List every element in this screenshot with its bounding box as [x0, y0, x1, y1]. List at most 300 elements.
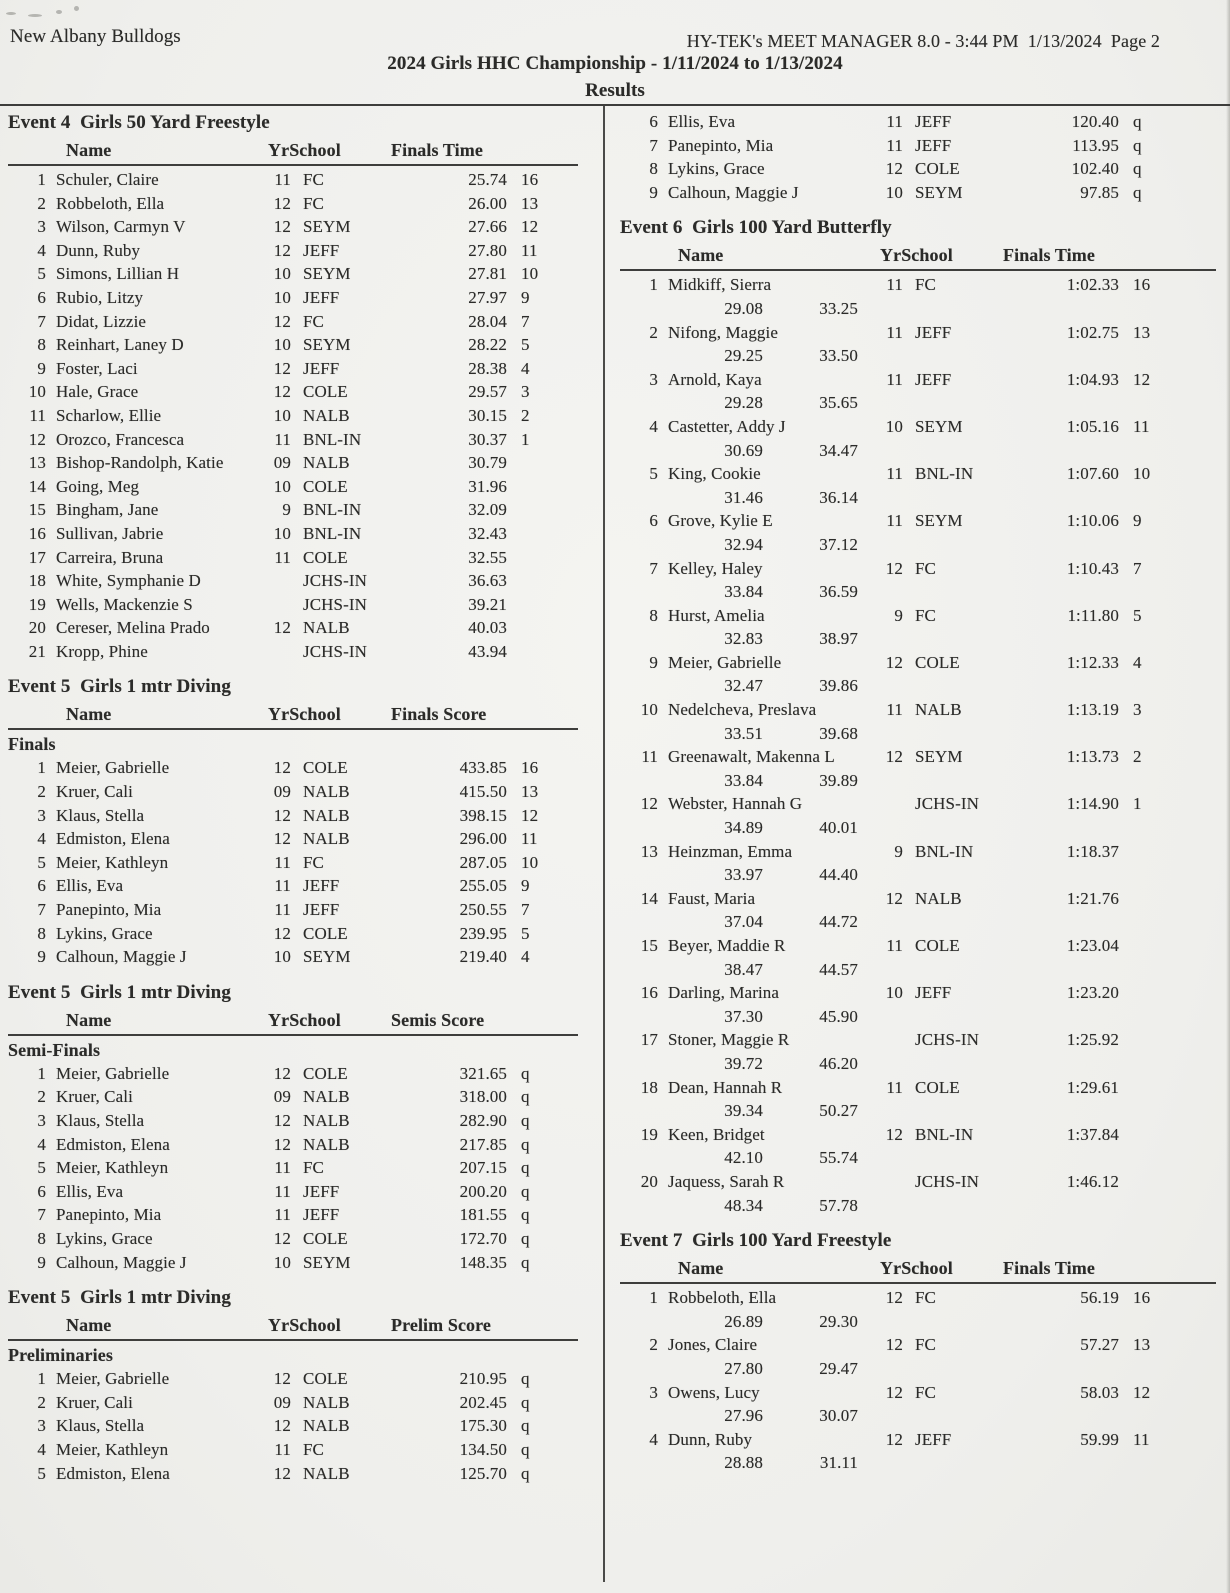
- column-header-result: Prelim Score: [391, 1315, 491, 1336]
- result-row: [620, 415, 1216, 439]
- swimmer-year: 11: [886, 464, 903, 484]
- split-time: 29.08: [724, 298, 763, 318]
- school-code: FC: [303, 193, 324, 213]
- points-or-qualifier: [507, 498, 578, 522]
- split-time: 28.88: [724, 1453, 763, 1473]
- points-or-qualifier: q: [521, 1392, 530, 1412]
- place-number: 4: [37, 1134, 46, 1154]
- points-or-qualifier: [1119, 840, 1216, 864]
- place-number: 1: [37, 170, 46, 189]
- swimmer-year: 11: [886, 135, 903, 155]
- result-row: [620, 1333, 1216, 1357]
- points-or-qualifier: q: [521, 1463, 530, 1483]
- swimmer-name: Arnold, Kaya: [668, 369, 762, 389]
- splits-row: [620, 580, 1216, 604]
- split-time: 36.14: [819, 487, 858, 507]
- team-name: New Albany Bulldogs: [10, 26, 181, 47]
- swimmer-year: 12: [885, 159, 903, 179]
- split-time: 39.89: [819, 770, 858, 790]
- place-number: 3: [37, 805, 46, 825]
- result-row: [620, 1076, 1216, 1100]
- result-value: 1:25.92: [1066, 1030, 1119, 1050]
- swimmer-year: 11: [274, 170, 291, 189]
- swimmer-name: Meier, Gabrielle: [56, 1063, 170, 1083]
- swimmer-name: Simons, Lillian H: [56, 264, 180, 284]
- school-code: SEYM: [303, 335, 351, 355]
- result-row: [8, 1062, 578, 1086]
- splits-row: [620, 486, 1216, 510]
- points-or-qualifier: q: [521, 1205, 530, 1225]
- school-code: JCHS-IN: [303, 594, 367, 614]
- split-time: 33.25: [819, 298, 858, 318]
- split-time: 26.89: [724, 1311, 763, 1331]
- points-or-qualifier: q: [1133, 112, 1142, 131]
- split-time: 45.90: [819, 1006, 858, 1026]
- result-row: [620, 651, 1216, 675]
- place-number: 7: [649, 135, 658, 155]
- place-number: 7: [649, 558, 658, 578]
- column-header-yrschool: YrSchool: [268, 1315, 341, 1336]
- swimmer-year: 12: [273, 1228, 291, 1248]
- swimmer-year: 11: [886, 275, 903, 295]
- swimmer-name: Rubio, Litzy: [56, 287, 144, 307]
- split-time: 57.78: [819, 1195, 858, 1215]
- column-header-yrschool: YrSchool: [268, 1009, 341, 1030]
- splits-row: [620, 1005, 1216, 1029]
- points-or-qualifier: q: [1133, 135, 1142, 155]
- round-label: Semi-Finals: [8, 1039, 101, 1060]
- school-code: FC: [303, 311, 324, 331]
- swimmer-year: 12: [885, 1335, 903, 1355]
- result-value: 398.15: [459, 805, 507, 825]
- result-value: 1:23.04: [1066, 936, 1119, 955]
- place-number: 1: [649, 1288, 658, 1308]
- swimmer-year: 11: [274, 547, 291, 567]
- result-row: [620, 981, 1216, 1005]
- swimmer-year: [865, 1170, 903, 1194]
- swimmer-name: Nedelcheva, Preslava: [668, 700, 817, 720]
- points-or-qualifier: 3: [521, 382, 530, 402]
- split-time: 48.34: [724, 1195, 763, 1215]
- school-code: NALB: [303, 453, 350, 473]
- place-number: 6: [37, 876, 46, 896]
- result-value: 202.45: [459, 1392, 507, 1412]
- result-value: 1:13.19: [1066, 700, 1119, 720]
- swimmer-name: Meier, Gabrielle: [56, 758, 170, 778]
- result-value: 28.38: [468, 358, 507, 378]
- round-label: Finals: [8, 734, 56, 755]
- column-header-result: Semis Score: [391, 1009, 485, 1030]
- result-row: [8, 1133, 578, 1157]
- swimmer-name: Dean, Hannah R: [668, 1077, 783, 1097]
- place-number: 14: [640, 888, 658, 908]
- school-code: COLE: [303, 1063, 348, 1083]
- points-or-qualifier: 1: [521, 429, 530, 449]
- splits-row: [620, 769, 1216, 793]
- splits-row: [620, 1310, 1216, 1334]
- result-row: [8, 1438, 578, 1462]
- result-row: [8, 522, 578, 546]
- result-value: 36.63: [468, 571, 507, 591]
- points-or-qualifier: [507, 569, 578, 593]
- place-number: 4: [37, 240, 46, 260]
- splits-row: [620, 627, 1216, 651]
- points-or-qualifier: q: [521, 1158, 530, 1178]
- swimmer-name: Lykins, Grace: [56, 923, 153, 943]
- result-row: [8, 475, 578, 499]
- scan-edge: [1226, 0, 1230, 1593]
- swimmer-name: White, Symphanie D: [56, 571, 201, 591]
- school-code: BNL-IN: [915, 841, 974, 861]
- swimmer-name: Klaus, Stella: [56, 1111, 145, 1130]
- result-row: [620, 934, 1216, 958]
- place-number: 11: [29, 405, 46, 425]
- swimmer-name: Wells, Mackenzie S: [56, 594, 193, 614]
- points-or-qualifier: 12: [521, 805, 539, 825]
- split-time: 29.30: [819, 1311, 858, 1331]
- points-or-qualifier: 7: [1133, 558, 1142, 578]
- points-or-qualifier: 9: [521, 287, 530, 307]
- points-or-qualifier: 2: [521, 405, 530, 425]
- swimmer-year: 12: [273, 1416, 291, 1436]
- school-code: JEFF: [303, 876, 340, 896]
- place-number: 3: [37, 1111, 46, 1130]
- split-time: 44.57: [819, 959, 858, 979]
- result-value: 32.09: [468, 500, 507, 520]
- scan-speck: [28, 14, 42, 17]
- swimmer-year: 12: [273, 923, 291, 943]
- points-or-qualifier: 12: [1133, 1382, 1151, 1402]
- result-value: 433.85: [459, 758, 507, 778]
- result-row: [8, 1251, 578, 1275]
- school-code: NALB: [303, 1463, 350, 1483]
- swimmer-name: Lykins, Grace: [668, 159, 765, 179]
- place-number: 8: [649, 159, 658, 179]
- swimmer-name: Schuler, Claire: [56, 170, 159, 189]
- place-number: 6: [37, 1181, 46, 1201]
- place-number: 16: [28, 523, 46, 543]
- result-value: 287.05: [459, 852, 507, 872]
- column-header-name: Name: [66, 140, 112, 160]
- place-number: 12: [28, 429, 46, 449]
- results-label: Results: [585, 80, 645, 101]
- points-or-qualifier: 11: [1133, 1429, 1150, 1449]
- school-code: COLE: [303, 476, 348, 496]
- split-time: 55.74: [819, 1148, 858, 1168]
- splits-row: [620, 1099, 1216, 1123]
- swimmer-year: 12: [885, 1124, 903, 1144]
- result-row: [8, 498, 578, 522]
- place-number: 2: [37, 782, 46, 802]
- splits-row: [620, 1194, 1216, 1218]
- place-number: 2: [37, 1087, 46, 1107]
- swimmer-year: 11: [886, 369, 903, 389]
- points-or-qualifier: [507, 522, 578, 546]
- swimmer-name: Calhoun, Maggie J: [56, 947, 187, 967]
- school-code: FC: [915, 1382, 936, 1402]
- split-time: 36.59: [819, 582, 858, 602]
- result-row: [8, 1109, 578, 1133]
- school-code: JCHS-IN: [915, 1171, 979, 1191]
- meet-manager-info: HY-TEK's MEET MANAGER 8.0 - 3:44 PM 1/13/2024 Page 2: [686, 31, 1160, 51]
- school-code: SEYM: [915, 416, 963, 436]
- scan-speck: [6, 12, 16, 15]
- result-row: [8, 804, 578, 828]
- place-number: 13: [640, 841, 658, 861]
- result-value: 1:10.06: [1066, 511, 1119, 531]
- school-code: NALB: [303, 618, 350, 638]
- swimmer-year: 12: [885, 747, 903, 767]
- school-code: BNL-IN: [303, 500, 362, 520]
- school-code: JEFF: [915, 322, 952, 342]
- split-time: 29.28: [724, 393, 763, 413]
- points-or-qualifier: [507, 616, 578, 640]
- swimmer-name: Robbeloth, Ella: [56, 193, 165, 213]
- swimmer-name: Carreira, Bruna: [56, 547, 164, 567]
- result-row: [8, 333, 578, 357]
- result-value: 296.00: [459, 829, 507, 849]
- school-code: JCHS-IN: [303, 641, 367, 661]
- swimmer-name: Ellis, Eva: [56, 1181, 124, 1201]
- points-or-qualifier: q: [521, 1063, 530, 1083]
- result-value: 40.03: [468, 618, 507, 638]
- points-or-qualifier: [1119, 1028, 1216, 1052]
- event-heading: Event 5 Girls 1 mtr Diving: [8, 1287, 231, 1309]
- split-time: 46.20: [819, 1053, 858, 1073]
- result-row: [8, 546, 578, 570]
- event-heading: Event 6 Girls 100 Yard Butterfly: [620, 217, 892, 239]
- swimmer-year: 9: [894, 841, 903, 861]
- result-row: [8, 215, 578, 239]
- swimmer-year: 11: [274, 429, 291, 449]
- split-time: 34.47: [819, 440, 858, 460]
- place-number: 8: [37, 1228, 46, 1248]
- school-code: FC: [303, 170, 324, 189]
- place-number: 17: [28, 547, 46, 567]
- splits-row: [620, 958, 1216, 982]
- swimmer-year: 11: [274, 1205, 291, 1225]
- result-value: 27.66: [468, 217, 507, 237]
- swimmer-year: 12: [273, 1111, 291, 1130]
- place-number: 2: [649, 1335, 658, 1355]
- school-code: SEYM: [915, 511, 963, 531]
- result-value: 219.40: [459, 947, 507, 967]
- place-number: 11: [641, 747, 658, 767]
- splits-row: [620, 722, 1216, 746]
- result-row: [8, 593, 578, 617]
- splits-row: [620, 1146, 1216, 1170]
- column-divider: [603, 106, 605, 1582]
- points-or-qualifier: 12: [1133, 369, 1151, 389]
- place-number: 3: [37, 1416, 46, 1436]
- result-row: [8, 451, 578, 475]
- right-column: [620, 106, 1216, 1475]
- event-heading: Event 4 Girls 50 Yard Freestyle: [8, 112, 270, 133]
- points-or-qualifier: [507, 451, 578, 475]
- points-or-qualifier: 11: [1133, 416, 1150, 436]
- splits-row: [620, 816, 1216, 840]
- result-value: 175.30: [459, 1416, 507, 1436]
- result-row: [8, 616, 578, 640]
- place-number: 17: [640, 1030, 658, 1050]
- swimmer-name: Stoner, Maggie R: [668, 1030, 790, 1050]
- school-code: NALB: [915, 888, 962, 908]
- swimmer-name: Edmiston, Elena: [56, 1463, 170, 1483]
- school-code: JEFF: [915, 369, 952, 389]
- place-number: 2: [37, 1392, 46, 1412]
- points-or-qualifier: 11: [521, 240, 538, 260]
- split-time: 31.11: [819, 1453, 858, 1473]
- result-value: 113.95: [1072, 135, 1119, 155]
- result-value: 59.99: [1080, 1429, 1119, 1449]
- split-time: 38.97: [819, 629, 858, 649]
- result-value: 1:10.43: [1066, 558, 1119, 578]
- column-header-yrschool: YrSchool: [880, 1258, 953, 1279]
- place-number: 3: [37, 217, 46, 237]
- result-row: [620, 110, 1216, 134]
- swimmer-name: Edmiston, Elena: [56, 829, 170, 849]
- school-code: FC: [303, 1158, 324, 1178]
- result-value: 207.15: [459, 1158, 507, 1178]
- place-number: 15: [28, 500, 46, 520]
- swimmer-year: 12: [885, 888, 903, 908]
- swimmer-name: Bingham, Jane: [56, 500, 159, 520]
- points-or-qualifier: q: [1133, 159, 1142, 179]
- points-or-qualifier: 7: [521, 900, 530, 920]
- place-number: 5: [37, 852, 46, 872]
- school-code: COLE: [303, 1228, 348, 1248]
- place-number: 19: [28, 594, 46, 614]
- result-row: [620, 321, 1216, 345]
- result-value: 321.65: [459, 1063, 507, 1083]
- result-row: [8, 1391, 578, 1415]
- split-time: 33.84: [724, 770, 763, 790]
- result-value: 217.85: [459, 1134, 507, 1154]
- swimmer-name: Going, Meg: [56, 476, 140, 496]
- result-value: 57.27: [1080, 1335, 1119, 1355]
- school-code: SEYM: [303, 264, 351, 284]
- scan-speck: [74, 6, 79, 11]
- split-time: 39.72: [724, 1053, 763, 1073]
- points-or-qualifier: q: [1133, 182, 1142, 202]
- place-number: 15: [640, 936, 658, 955]
- school-code: SEYM: [303, 217, 351, 237]
- result-row: [8, 380, 578, 404]
- school-code: SEYM: [303, 1252, 351, 1272]
- swimmer-year: 12: [273, 1369, 291, 1389]
- swimmer-name: Edmiston, Elena: [56, 1134, 170, 1154]
- swimmer-year: 11: [274, 1439, 291, 1459]
- points-or-qualifier: 9: [521, 876, 530, 896]
- swimmer-year: 11: [886, 322, 903, 342]
- split-time: 39.86: [819, 676, 858, 696]
- column-header-yrschool: YrSchool: [268, 704, 341, 725]
- place-number: 1: [37, 758, 46, 778]
- swimmer-year: 10: [273, 405, 291, 425]
- result-value: 97.85: [1080, 182, 1119, 202]
- result-value: 1:14.90: [1066, 794, 1119, 814]
- result-row: [620, 368, 1216, 392]
- split-time: 30.69: [724, 440, 763, 460]
- school-code: JEFF: [303, 287, 340, 307]
- swimmer-year: 12: [273, 1463, 291, 1483]
- result-value: 1:04.93: [1066, 369, 1119, 389]
- school-code: JEFF: [915, 135, 952, 155]
- swimmer-name: Robbeloth, Ella: [668, 1288, 777, 1308]
- swimmer-year: 11: [886, 112, 903, 131]
- result-value: 120.40: [1071, 112, 1119, 131]
- column-header-name: Name: [66, 1009, 112, 1030]
- column-header-result: Finals Time: [1003, 1258, 1095, 1279]
- splits-row: [620, 863, 1216, 887]
- result-value: 318.00: [459, 1087, 507, 1107]
- result-row: [8, 192, 578, 216]
- result-value: 1:07.60: [1066, 464, 1119, 484]
- school-code: SEYM: [303, 947, 351, 967]
- school-code: SEYM: [915, 747, 963, 767]
- school-code: NALB: [303, 829, 350, 849]
- school-code: FC: [915, 275, 936, 295]
- swimmer-name: Bishop-Randolph, Katie: [56, 453, 224, 473]
- swimmer-year: 12: [273, 311, 291, 331]
- school-code: NALB: [303, 805, 350, 825]
- school-code: COLE: [303, 923, 348, 943]
- result-value: 1:37.84: [1066, 1124, 1119, 1144]
- points-or-qualifier: q: [521, 1252, 530, 1272]
- swimmer-year: [865, 1028, 903, 1052]
- split-time: 37.12: [819, 534, 858, 554]
- meet-title: 2024 Girls HHC Championship - 1/11/2024 to 1/13/2024: [387, 53, 843, 74]
- points-or-qualifier: q: [521, 1416, 530, 1436]
- result-row: [8, 1180, 578, 1204]
- school-code: BNL-IN: [303, 429, 362, 449]
- swimmer-year: 12: [273, 382, 291, 402]
- split-time: 27.96: [724, 1406, 763, 1426]
- result-row: [8, 1203, 578, 1227]
- points-or-qualifier: 5: [521, 923, 530, 943]
- place-number: 8: [37, 335, 46, 355]
- swimmer-name: Foster, Laci: [56, 358, 138, 378]
- result-row: [8, 310, 578, 334]
- place-number: 1: [37, 1063, 46, 1083]
- swimmer-name: Nifong, Maggie: [668, 322, 778, 342]
- event-heading: Event 7 Girls 100 Yard Freestyle: [620, 1230, 892, 1252]
- splits-row: [620, 533, 1216, 557]
- place-number: 6: [649, 511, 658, 531]
- result-row: [8, 640, 578, 664]
- column-header-result: Finals Score: [391, 704, 487, 725]
- result-row: [8, 827, 578, 851]
- result-row: [620, 557, 1216, 581]
- result-value: 1:02.33: [1066, 275, 1119, 295]
- result-row: [8, 1227, 578, 1251]
- result-value: 29.57: [468, 382, 507, 402]
- swimmer-name: Kruer, Cali: [56, 782, 133, 802]
- event-heading: Event 5 Girls 1 mtr Diving: [8, 981, 231, 1003]
- result-value: 1:18.37: [1066, 841, 1119, 861]
- points-or-qualifier: 4: [521, 358, 530, 378]
- result-row: [8, 780, 578, 804]
- result-value: 239.95: [459, 923, 507, 943]
- split-time: 32.83: [724, 629, 763, 649]
- result-value: 26.00: [468, 193, 507, 213]
- swimmer-name: Greenawalt, Makenna L: [668, 747, 835, 767]
- swimmer-year: 9: [894, 605, 903, 625]
- result-value: 172.70: [459, 1228, 507, 1248]
- swimmer-year: [865, 792, 903, 816]
- split-time: 33.84: [724, 582, 763, 602]
- result-row: [8, 1414, 578, 1438]
